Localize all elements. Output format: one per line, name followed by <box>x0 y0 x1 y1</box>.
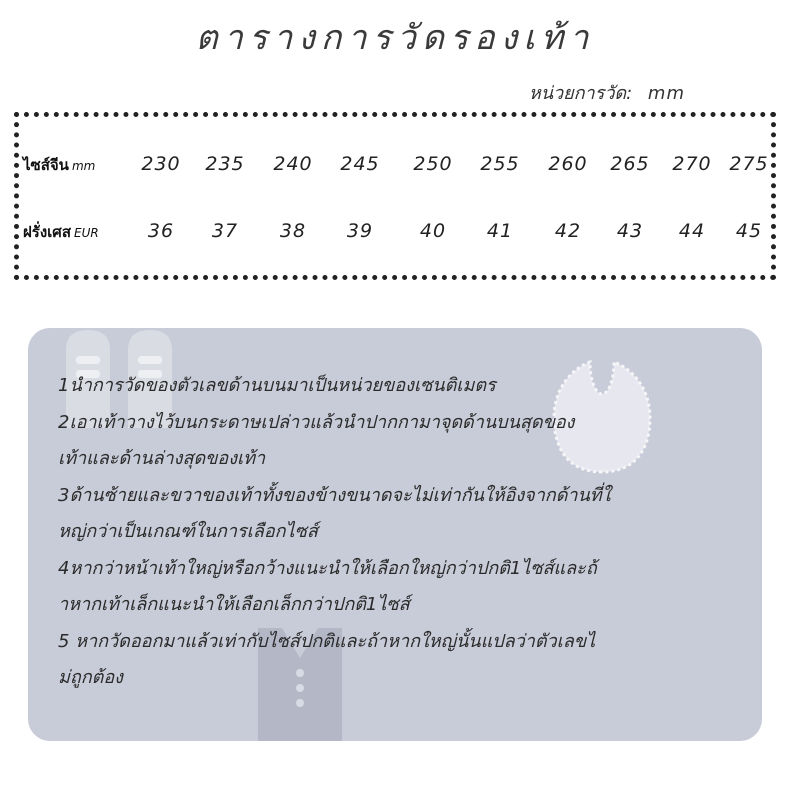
row-unit-tag: mm <box>71 159 96 173</box>
size-cell: 38 <box>279 220 307 242</box>
size-cell: 235 <box>205 153 245 175</box>
row-china-size <box>19 153 771 183</box>
instruction-line: ม่ถูกต้อง <box>58 667 123 688</box>
size-cell: 37 <box>211 220 239 242</box>
size-cell: 42 <box>554 220 582 242</box>
row-label-text: ฝรั่งเศส <box>23 223 71 241</box>
size-cell: 39 <box>346 220 374 242</box>
row-eur-size <box>19 220 771 250</box>
measurement-unit <box>529 78 685 107</box>
unit-label: หน่วยการวัด: <box>528 83 633 104</box>
size-cell: 250 <box>413 153 453 175</box>
instruction-card <box>28 328 762 741</box>
size-table <box>14 112 776 280</box>
size-cell: 270 <box>672 153 712 175</box>
size-cell: 260 <box>548 153 588 175</box>
size-cell: 240 <box>273 153 313 175</box>
row-label <box>23 220 99 244</box>
instruction-line: 2เอาเท้าวางไว้บนกระดาษเปล่าวแล้วนำปากกามาจุดด้านบนสุดของ <box>58 411 575 433</box>
size-cell: 255 <box>480 153 520 175</box>
row-label-text: ไซส์จีน <box>23 156 69 174</box>
instruction-line: หญ่กว่าเป็นเกณฑ์ในการเลือกไซส์ <box>58 521 318 542</box>
size-cell: 245 <box>340 153 380 175</box>
instruction-line: 1นำการวัดของตัวเลขด้านบนมาเป็นหน่วยของเซนติเมตร <box>58 375 496 396</box>
instruction-line: 5 หากวัดออกมาแล้วเท่ากับไซส์ปกติและถ้าหากใหญ่นั้นแปลว่าตัวเลขไ <box>58 630 596 652</box>
size-cell: 275 <box>729 153 769 175</box>
row-unit-tag: EUR <box>73 226 99 240</box>
instruction-line: 4หากว่าหน้าเท้าใหญ่หรือกว้างแนะนำให้เลือกใหญ่กว่าปกติ1ไซส์และถ้ <box>58 557 597 579</box>
size-cell: 41 <box>486 220 514 242</box>
instruction-line: เท้าและด้านล่างสุดของเท้า <box>58 448 266 469</box>
instruction-line: 3ด้านซ้ายและขวาของเท้าทั้งของข้างขนาดจะไม่เท่ากันให้อิงจากด้านที่ใ <box>58 484 611 506</box>
instruction-list <box>58 368 758 697</box>
size-cell: 40 <box>419 220 447 242</box>
size-cell: 44 <box>678 220 706 242</box>
size-cell: 45 <box>735 220 763 242</box>
page-title: ตารางการวัดรองเท้า <box>195 18 595 58</box>
unit-value: mm <box>647 83 685 104</box>
instruction-line: าหากเท้าเล็กแนะนำให้เลือกเล็กกว่าปกติ1ไซส์ <box>58 594 410 615</box>
size-cell: 36 <box>147 220 175 242</box>
row-label <box>23 153 95 177</box>
size-cell: 43 <box>616 220 644 242</box>
size-cell: 265 <box>610 153 650 175</box>
size-cell: 230 <box>141 153 181 175</box>
